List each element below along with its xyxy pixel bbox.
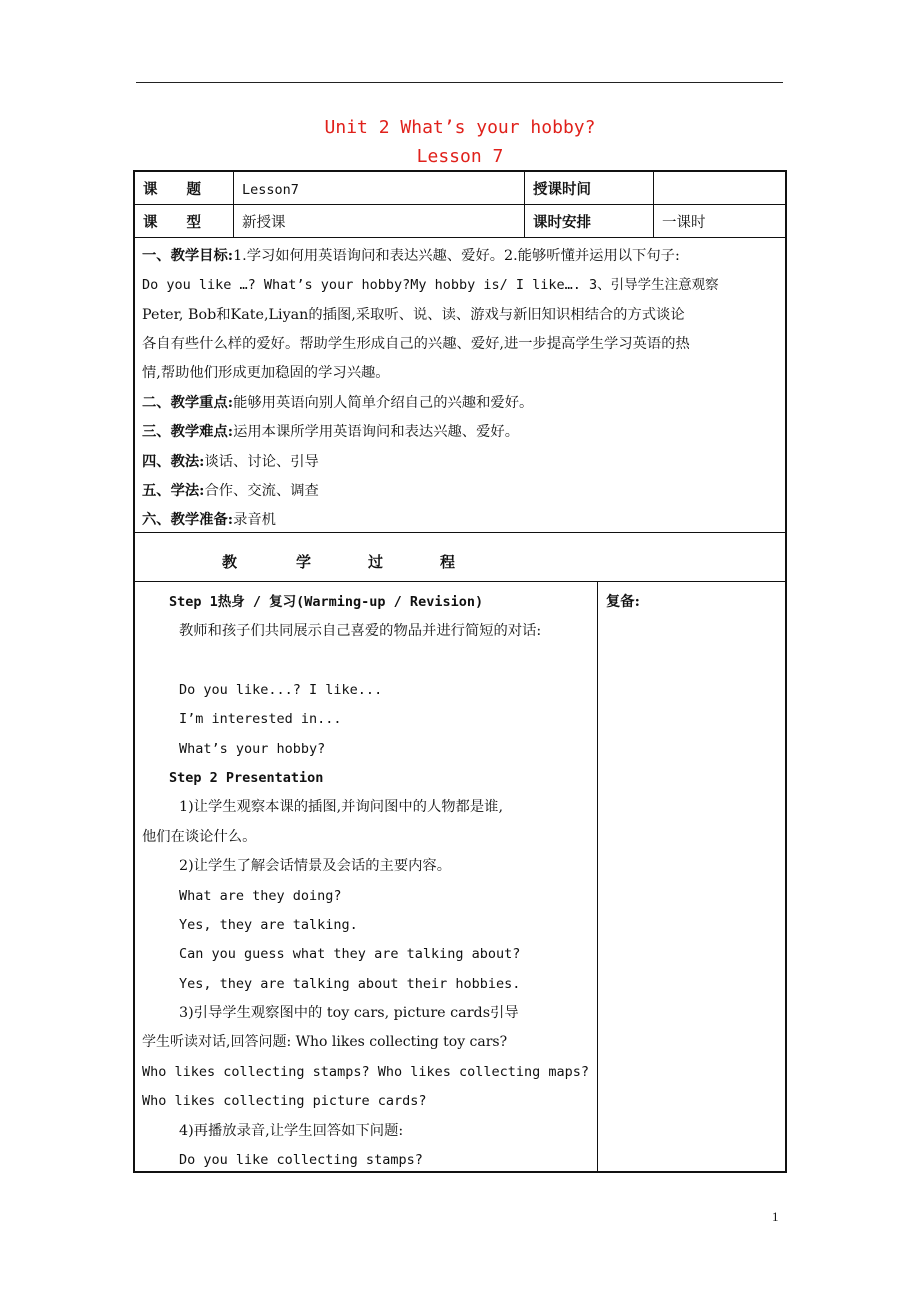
- lesson-type-value: 新授课: [242, 215, 286, 231]
- process-heading-char: 程: [440, 553, 456, 571]
- header-rule: [136, 82, 783, 83]
- learning-method-line: [142, 481, 319, 501]
- step2-dialogue: What are they doing?: [179, 888, 342, 904]
- step2-paragraph: 3)引导学生观察图中的 toy cars, picture cards引导: [179, 1005, 519, 1021]
- key-points-line: [142, 393, 533, 413]
- course-title-label: 课 题: [143, 181, 201, 198]
- step2-dialogue: Yes, they are talking.: [179, 917, 358, 933]
- page-number: 1: [772, 1209, 779, 1224]
- step2-paragraph: 学生听读对话,回答问题: Who likes collecting toy cars?: [142, 1034, 508, 1050]
- step2-paragraph: 4)再播放录音,让学生回答如下问题:: [179, 1123, 404, 1139]
- step2-dialogue: Yes, they are talking about their hobbies.: [179, 976, 521, 992]
- step2-paragraph: 1)让学生观察本课的插图,并询问图中的人物都是谁,: [179, 799, 503, 815]
- table-divider: [597, 581, 598, 1173]
- step1-dialogue: I’m interested in...: [179, 711, 342, 727]
- step2-dialogue: Do you like collecting stamps?: [179, 1152, 423, 1168]
- key-points-label: 二、教学重点:: [142, 395, 234, 411]
- objectives-line: [142, 246, 680, 266]
- table-divider: [653, 170, 654, 237]
- step2-paragraph: Who likes collecting stamps? Who likes collecting maps?: [142, 1064, 590, 1080]
- objectives-label: 一、教学目标:: [142, 248, 234, 264]
- preparation-line: [142, 510, 276, 530]
- table-divider: [233, 170, 234, 237]
- step2-paragraph: 他们在谈论什么。: [142, 829, 257, 845]
- period-label: 课时安排: [533, 214, 591, 231]
- table-divider: [524, 170, 525, 237]
- course-title-value: Lesson7: [242, 182, 299, 198]
- step2-paragraph: 2)让学生了解会话情景及会话的主要内容。: [179, 858, 452, 874]
- step2-dialogue: Can you guess what they are talking about?: [179, 946, 521, 962]
- step1-title: Step 1热身 / 复习(Warming-up / Revision): [169, 594, 484, 610]
- teaching-time-label: 授课时间: [533, 181, 591, 198]
- process-heading-char: 学: [296, 553, 312, 571]
- process-heading-char: 过: [368, 553, 384, 571]
- period-value: 一课时: [662, 215, 706, 231]
- key-points-text: 能够用英语向别人简单介绍自己的兴趣和爱好。: [233, 395, 534, 411]
- process-heading: [133, 551, 787, 571]
- objectives-line: Do you like …? What’s your hobby?My hobby is/ I like…. 3、引导学生注意观察: [142, 277, 719, 293]
- table-divider: [133, 532, 787, 533]
- step2-title: Step 2 Presentation: [169, 770, 324, 786]
- table-divider: [133, 237, 787, 238]
- learning-method-text: 合作、交流、调查: [204, 483, 319, 499]
- objectives-line: Peter, Bob和Kate,Liyan的插图,采取听、说、读、游戏与新旧知识相结合的方式谈论: [142, 307, 685, 323]
- objectives-line: 情,帮助他们形成更加稳固的学习兴趣。: [142, 365, 390, 381]
- teaching-method-line: [142, 452, 319, 472]
- teaching-method-text: 谈话、讨论、引导: [204, 454, 319, 470]
- table-divider: [133, 204, 787, 205]
- step1-dialogue: Do you like...? I like...: [179, 682, 383, 698]
- step1-intro: 教师和孩子们共同展示自己喜爱的物品并进行简短的对话:: [179, 623, 542, 639]
- objectives-line: 各自有些什么样的爱好。帮助学生形成自己的兴趣、爱好,进一步提高学生学习英语的热: [142, 336, 690, 352]
- process-heading-char: 教: [222, 553, 238, 571]
- document-title: Unit 2 What’s your hobby?: [324, 117, 596, 138]
- difficulties-line: [142, 422, 519, 442]
- lesson-subtitle: Lesson 7: [416, 146, 504, 167]
- preparation-label: 六、教学准备:: [142, 512, 234, 528]
- step1-dialogue: What’s your hobby?: [179, 741, 326, 757]
- table-divider: [133, 581, 787, 582]
- difficulties-label: 三、教学难点:: [142, 424, 234, 440]
- learning-method-label: 五、学法:: [142, 483, 205, 499]
- step2-paragraph: Who likes collecting picture cards?: [142, 1093, 427, 1109]
- notes-label: 复备:: [606, 594, 640, 610]
- lesson-type-label: 课 型: [143, 214, 201, 231]
- difficulties-text: 运用本课所学用英语询问和表达兴趣、爱好。: [233, 424, 519, 440]
- teaching-method-label: 四、教法:: [142, 454, 205, 470]
- objectives-text: 1.学习如何用英语询问和表达兴趣、爱好。2.能够听懂并运用以下句子:: [233, 248, 680, 264]
- preparation-text: 录音机: [233, 512, 276, 528]
